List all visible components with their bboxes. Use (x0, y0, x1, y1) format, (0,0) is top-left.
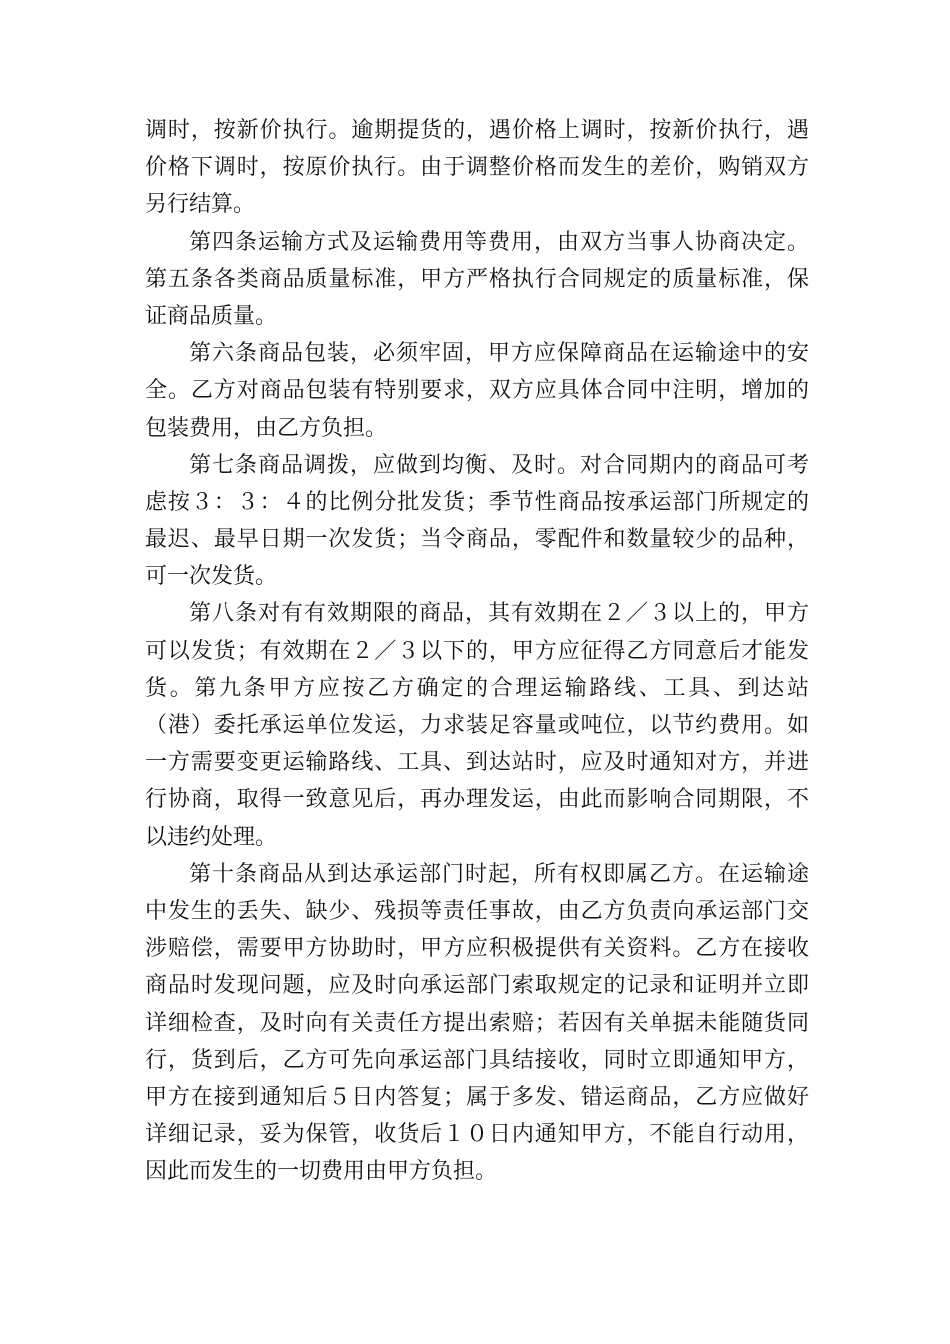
text-line: 第十条商品从到达承运部门时起，所有权即属乙方。在运输途 (189, 861, 809, 887)
text-line: 因此而发生的一切费用由甲方负担。 (145, 1159, 498, 1185)
text-line: 可一次发货。 (145, 564, 278, 590)
text-line: 货。第九条甲方应按乙方确定的合理运输路线、工具、到达站 (145, 675, 809, 701)
document-page (145, 112, 809, 1190)
text-line: 可以发货；有效期在２／３以下的，甲方应征得乙方同意后才能发 (145, 638, 809, 664)
text-line: 中发生的丢失、缺少、残损等责任事故，由乙方负责向承运部门交 (145, 898, 809, 924)
text-line: 商品时发现问题，应及时向承运部门索取规定的记录和证明并立即 (145, 973, 809, 999)
text-line: 一方需要变更运输路线、工具、到达站时，应及时通知对方，并进 (145, 750, 809, 776)
text-line: 行，货到后，乙方可先向承运部门具结接收，同时立即通知甲方， (145, 1047, 809, 1073)
text-line: 证商品质量。 (145, 303, 278, 329)
text-line: 虑按３：３：４的比例分批发货；季节性商品按承运部门所规定的 (145, 489, 809, 515)
text-line: 甲方在接到通知后５日内答复；属于多发、错运商品，乙方应做好 (145, 1084, 809, 1110)
text-line: 第五条各类商品质量标准，甲方严格执行合同规定的质量标准，保 (145, 266, 809, 292)
text-line: 第四条运输方式及运输费用等费用，由双方当事人协商决定。 (189, 229, 809, 255)
text-line: 以违约处理。 (145, 824, 278, 850)
text-line: 详细检查，及时向有关责任方提出索赔；若因有关单据未能随货同 (145, 1010, 809, 1036)
text-line: 调时，按新价执行。逾期提货的，遇价格上调时，按新价执行，遇 (145, 118, 809, 143)
text-line: 包装费用，由乙方负担。 (145, 415, 388, 441)
text-line: （港）委托承运单位发运，力求装足容量或吨位，以节约费用。如 (145, 713, 809, 738)
text-line: 全。乙方对商品包装有特别要求，双方应具体合同中注明，增加的 (145, 378, 809, 404)
text-line: 价格下调时，按原价执行。由于调整价格而发生的差价，购销双方 (145, 155, 809, 181)
text-line: 另行结算。 (145, 192, 256, 218)
text-line: 行协商，取得一致意见后，再办理发运，由此而影响合同期限，不 (145, 787, 809, 813)
text-line: 第八条对有有效期限的商品，其有效期在２／３以上的，甲方 (189, 601, 809, 627)
text-line: 第七条商品调拨，应做到均衡、及时。对合同期内的商品可考 (189, 452, 809, 478)
text-line: 详细记录，妥为保管，收货后１０日内通知甲方，不能自行动用， (145, 1122, 809, 1148)
text-line: 第六条商品包装，必须牢固，甲方应保障商品在运输途中的安 (189, 341, 809, 367)
text-line: 最迟、最早日期一次发货；当令商品，零配件和数量较少的品种， (145, 527, 809, 553)
text-line: 涉赔偿，需要甲方协助时，甲方应积极提供有关资料。乙方在接收 (145, 936, 809, 962)
